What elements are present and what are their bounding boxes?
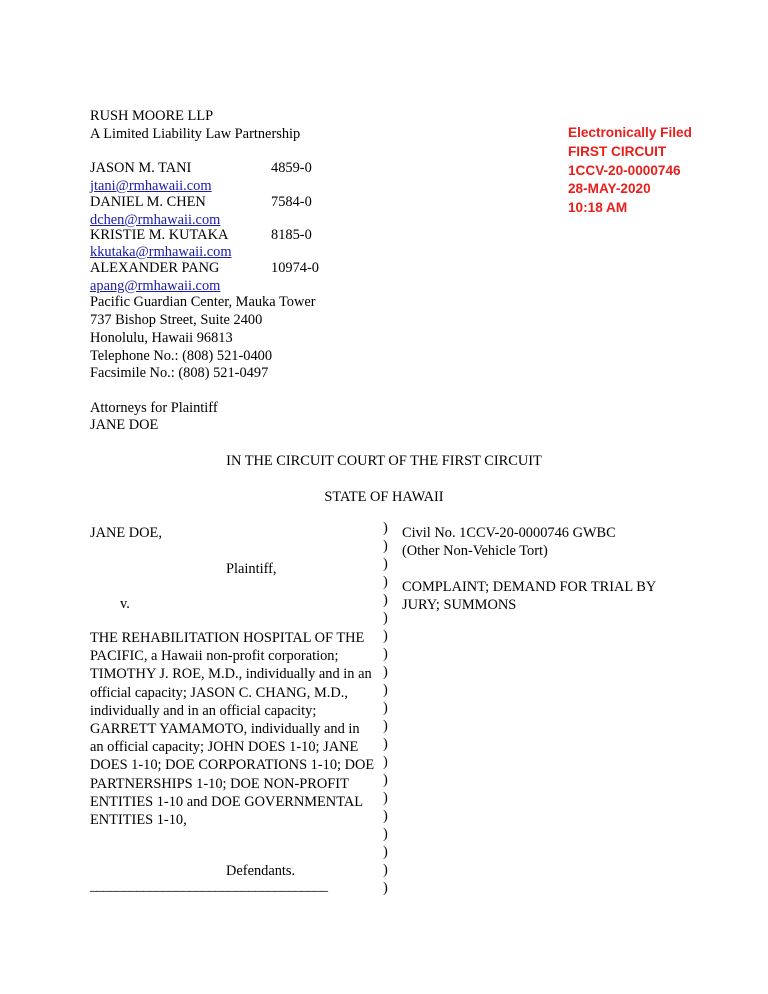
attorney-name: KRISTIE M. KUTAKA [90,227,229,243]
facsimile: Facsimile No.: (808) 521-0497 [90,365,269,381]
attorneys-for-party: JANE DOE [90,417,159,433]
document-title: JURY; SUMMONS [402,597,517,613]
paren: ) [383,682,388,698]
paren: ) [383,538,388,554]
paren: ) [383,754,388,770]
attorney-bar-number: 8185-0 [271,227,312,243]
telephone: Telephone No.: (808) 521-0400 [90,348,273,364]
address-line: 737 Bishop Street, Suite 2400 [90,312,263,328]
court-title: IN THE CIRCUIT COURT OF THE FIRST CIRCUIT [226,453,542,469]
paren: ) [383,808,388,824]
attorney-email-link[interactable]: jtani@rmhawaii.com [90,178,212,194]
attorneys-for-label: Attorneys for Plaintiff [90,400,218,416]
paren: ) [383,592,388,608]
plaintiff-label: Plaintiff, [226,561,277,577]
document-title: COMPLAINT; DEMAND FOR TRIAL BY [402,579,657,595]
attorney-name: JASON M. TANI [90,160,192,176]
civil-number: Civil No. 1CCV-20-0000746 GWBC [402,525,616,541]
stamp-time: 10:18 AM [568,200,628,216]
firm-subtitle: A Limited Liability Law Partnership [90,126,301,142]
attorney-bar-number: 4859-0 [271,160,312,176]
stamp-line: Electronically Filed [568,125,692,140]
paren: ) [383,520,388,536]
stamp-line: FIRST CIRCUIT [568,143,667,159]
court-state: STATE OF HAWAII [324,489,444,505]
filing-stamp [568,124,758,218]
caption-rule: ____________________________________ [90,878,328,894]
attorney-bar-number: 10974-0 [271,260,319,276]
paren: ) [383,790,388,806]
paren: ) [383,574,388,590]
versus: v. [120,596,130,612]
paren: ) [383,736,388,752]
caption-parentheses [383,519,395,897]
paren: ) [383,772,388,788]
paren: ) [383,826,388,842]
paren: ) [383,700,388,716]
paren: ) [383,664,388,680]
attorney-email-link[interactable]: kkutaka@rmhawaii.com [90,244,232,260]
attorney-bar-number: 7584-0 [271,194,312,210]
stamp-date: 28-MAY-2020 [568,181,651,197]
attorney-name: ALEXANDER PANG [90,260,220,276]
paren: ) [383,844,388,860]
address-line: Pacific Guardian Center, Mauka Tower [90,294,316,310]
paren: ) [383,628,388,644]
tort-type: (Other Non-Vehicle Tort) [402,543,548,559]
attorney-email-link[interactable]: dchen@rmhawaii.com [90,212,221,228]
defendants-caption: THE REHABILITATION HOSPITAL OF THE PACIFIC, a Hawaii non-profit corporation; TIMOTHY J. ROE, M.D., individually and in an official capacity; JASON C. CHANG, M.D., individually and in an official capacity; GARRETT YAMAMOTO, individually and in an official capacity; JOHN DOES 1-10; JANE DOES 1-10; DOE CORPORATIONS 1-10; DOE PARTNERSHIPS 1-10; DOE NON-PROFIT ENTITIES 1-10 and DOE GOVERNMENTAL ENTITIES 1-10, [90,630,375,829]
plaintiff-name: JANE DOE, [90,525,162,541]
paren: ) [383,556,388,572]
firm-name: RUSH MOORE LLP [90,108,214,124]
attorney-name: DANIEL M. CHEN [90,194,206,210]
stamp-case-number: 1CCV-20-0000746 [568,162,681,178]
paren: ) [383,862,388,878]
paren: ) [383,646,388,662]
paren: ) [383,610,388,626]
attorney-email-link[interactable]: apang@rmhawaii.com [90,278,221,294]
address-line: Honolulu, Hawaii 96813 [90,330,233,346]
paren: ) [383,718,388,734]
paren: ) [383,880,388,896]
defendants-label: Defendants. [226,863,296,879]
